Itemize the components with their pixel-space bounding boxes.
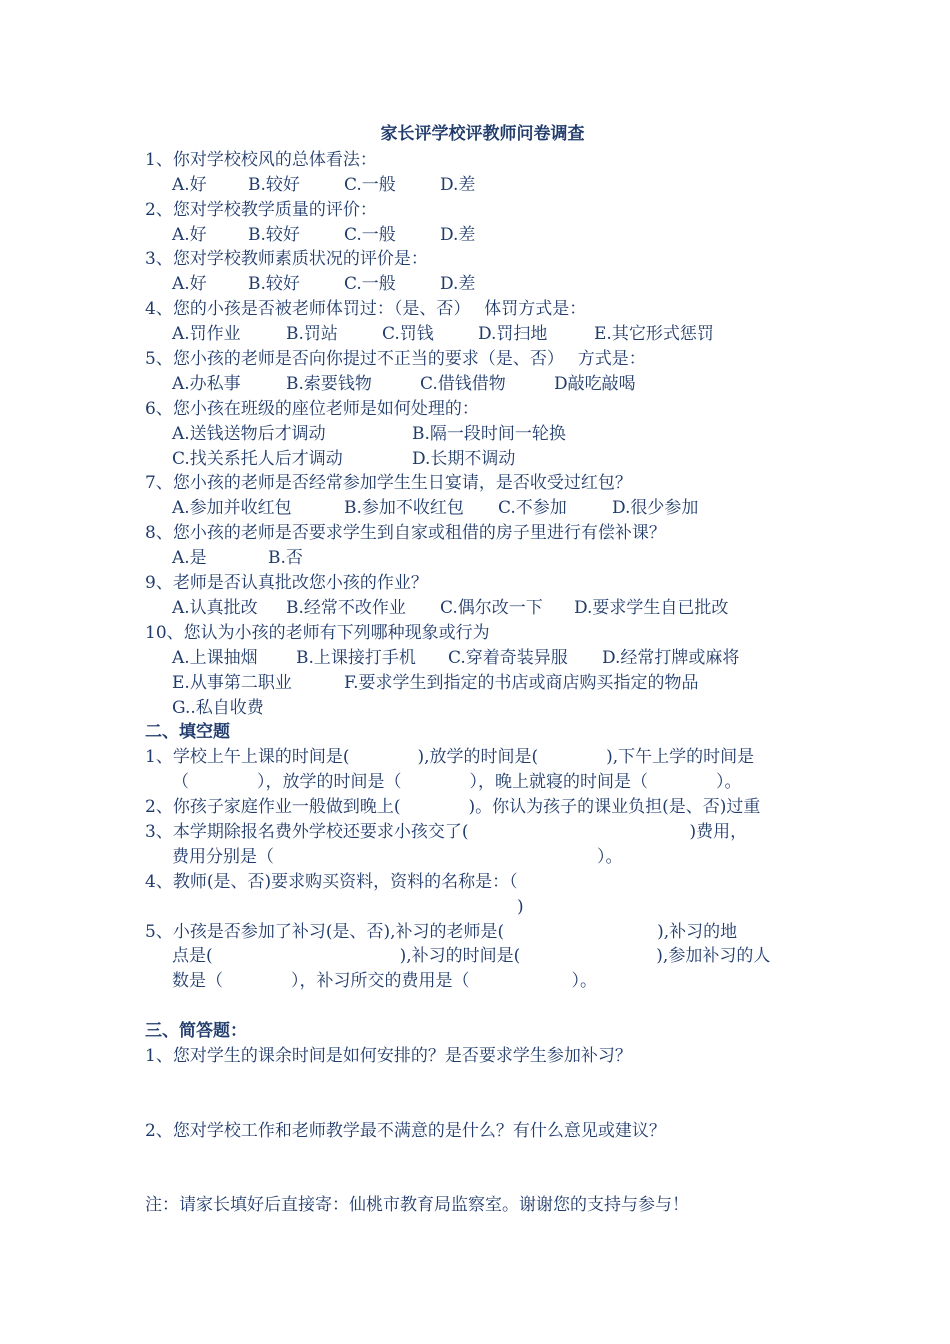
option: F.要求学生到指定的书店或商店购买指定的物品 [344, 672, 699, 693]
fill-4-cont: ) [517, 896, 524, 917]
option: B.隔一段时间一轮换 [412, 423, 566, 444]
option: G..私自收费 [172, 697, 264, 718]
option: C.找关系托人后才调动 [172, 448, 343, 469]
question-9-options [145, 596, 820, 621]
option: B.索要钱物 [286, 373, 372, 394]
question-2-options [145, 223, 820, 248]
page-title: 家长评学校评教师问卷调查 [380, 124, 585, 144]
questionnaire-page [145, 122, 820, 1218]
option: D.要求学生自已批改 [574, 597, 729, 618]
option: C.罚钱 [382, 324, 434, 345]
section-short-answer-heading: 三、简答题： [145, 1021, 247, 1042]
option: A.罚作业 [172, 324, 241, 345]
fill-5-cont: 点是( ),补习的时间是( ),参加补习的人 [172, 946, 771, 967]
option: B.参加不收红包 [344, 498, 464, 519]
option: B.较好 [248, 224, 300, 245]
option: D.长期不调动 [412, 448, 516, 469]
option: B.经常不改作业 [286, 597, 406, 618]
option: B.较好 [248, 274, 300, 295]
question-3-options [145, 272, 820, 297]
question-6: 6、您小孩在班级的座位老师是如何处理的： [145, 398, 479, 419]
option: D.差 [440, 174, 476, 195]
option: A.好 [172, 174, 207, 195]
question-2: 2、您对学校教学质量的评价： [145, 199, 377, 220]
option: D.经常打牌或麻将 [602, 647, 740, 668]
question-9: 9、老师是否认真批改您小孩的作业？ [145, 573, 428, 594]
option: B.罚站 [286, 324, 338, 345]
short-answer-2: 2、您对学校工作和老师教学最不满意的是什么？有什么意见或建议？ [145, 1120, 666, 1141]
question-10-options-2 [145, 671, 820, 696]
question-6-options [145, 422, 820, 447]
fill-5: 5、小孩是否参加了补习(是、否),补习的老师是( ),补习的地 [145, 921, 738, 942]
question-1: 1、你对学校校风的总体看法： [145, 149, 377, 170]
option: A.是 [172, 548, 207, 569]
fill-1: 1、学校上午上课的时间是( ),放学的时间是( ),下午上学的时间是 [145, 747, 755, 768]
question-8: 8、您小孩的老师是否要求学生到自家或租借的房子里进行有偿补课？ [145, 523, 666, 544]
fill-3-cont: 费用分别是（ ）。 [172, 846, 623, 867]
question-10: 10、您认为小孩的老师有下列哪种现象或行为 [145, 622, 490, 643]
question-10-options-3 [145, 696, 820, 721]
question-4: 4、您的小孩是否被老师体罚过：（是、否） 体罚方式是： [145, 299, 587, 320]
option: A.认真批改 [172, 597, 258, 618]
fill-3: 3、本学期除报名费外学校还要求小孩交了( )费用， [145, 821, 748, 842]
option: C.一般 [344, 224, 396, 245]
option: C.一般 [344, 174, 396, 195]
option: E.从事第二职业 [172, 672, 292, 693]
question-1-options [145, 173, 820, 198]
option: A.参加并收红包 [172, 498, 292, 519]
fill-2: 2、你孩子家庭作业一般做到晚上( )。你认为孩子的课业负担(是、否)过重 [145, 797, 761, 818]
option: D.差 [440, 274, 476, 295]
fill-4: 4、教师(是、否)要求购买资料，资料的名称是：（ [145, 871, 518, 892]
option: E.其它形式惩罚 [594, 324, 714, 345]
question-5: 5、您小孩的老师是否向你提过不正当的要求（是、否） 方式是： [145, 349, 646, 370]
option: B.较好 [248, 174, 300, 195]
question-7: 7、您小孩的老师是否经常参加学生生日宴请，是否收受过红包？ [145, 473, 632, 494]
fill-5-cont-2: 数是（ ），补习所交的费用是（ ）。 [172, 971, 597, 992]
question-3: 3、您对学校教师素质状况的评价是： [145, 249, 428, 270]
option: B.否 [268, 548, 303, 569]
option: D敲吃敲喝 [554, 373, 636, 394]
option: C.不参加 [498, 498, 567, 519]
option: C.借钱借物 [420, 373, 506, 394]
option: C.偶尔改一下 [440, 597, 543, 618]
option: A.送钱送物后才调动 [172, 423, 326, 444]
option: D.罚扫地 [478, 324, 548, 345]
option: C.穿着奇装异服 [448, 647, 568, 668]
fill-1-cont: （ ），放学的时间是（ ），晚上就寝的时间是（ ）。 [172, 772, 742, 793]
option: C.一般 [344, 274, 396, 295]
option: A.好 [172, 274, 207, 295]
question-8-options [145, 546, 820, 571]
option: D.很少参加 [612, 498, 699, 519]
option: B.上课接打手机 [296, 647, 416, 668]
short-answer-1: 1、您对学生的课余时间是如何安排的？是否要求学生参加补习？ [145, 1045, 632, 1066]
footer-note: 注：请家长填好后直接寄：仙桃市教育局监察室。谢谢您的支持与参与！ [145, 1195, 689, 1216]
option: A.上课抽烟 [172, 647, 258, 668]
question-10-options [145, 646, 820, 671]
question-7-options [145, 496, 820, 521]
question-5-options [145, 372, 820, 397]
section-fill-in-heading: 二、填空题 [145, 722, 230, 743]
option: A.好 [172, 224, 207, 245]
option: D.差 [440, 224, 476, 245]
question-6-options-2 [145, 447, 820, 472]
option: A.办私事 [172, 373, 241, 394]
question-4-options [145, 322, 820, 347]
